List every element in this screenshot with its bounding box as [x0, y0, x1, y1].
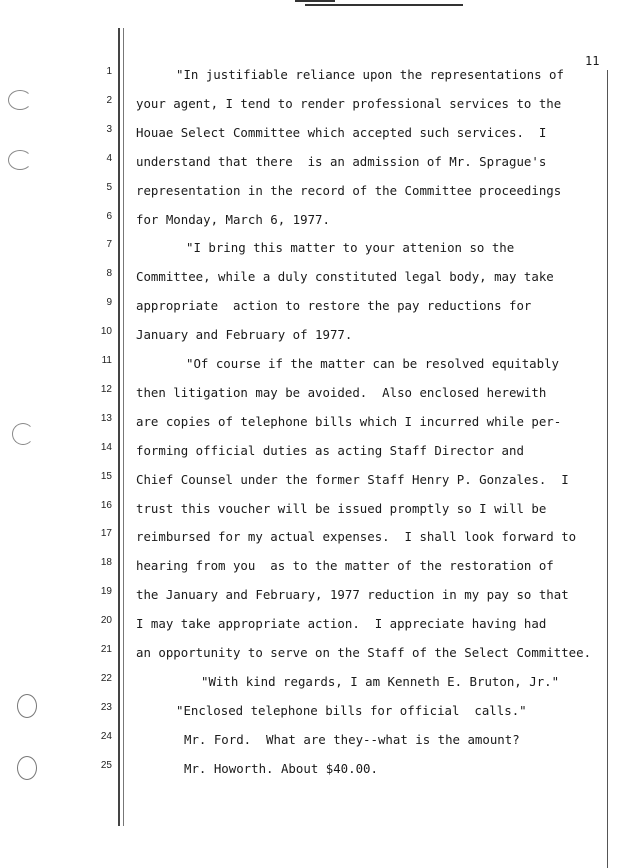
binder-hole-mark: [17, 756, 37, 780]
line-number: 1: [106, 66, 112, 77]
binder-hole-mark: [12, 423, 34, 445]
transcript-line: reimbursed for my actual expenses. I shall look forward to: [136, 529, 577, 545]
line-number: 22: [100, 672, 112, 684]
line-number: 4: [106, 152, 112, 164]
line-number: 18: [100, 557, 112, 569]
transcript-line: "In justifiable reliance upon the representations of: [176, 67, 564, 82]
transcript-line: the January and February, 1977 reduction in my pay so that: [136, 587, 569, 603]
transcript-line: Chief Counsel under the former Staff Henry P. Gonzales. I: [136, 471, 569, 487]
transcript-line: trust this voucher will be issued promptly so I will be: [136, 500, 547, 516]
line-number: 17: [100, 528, 112, 540]
top-edge-mark: [305, 0, 463, 6]
transcript-line: Committee, while a duly constituted legal body, may take: [136, 269, 554, 285]
transcript-line: Mr. Ford. What are they--what is the amount?: [184, 731, 520, 747]
transcript-line: Mr. Howorth. About $40.00.: [184, 760, 378, 776]
transcript-line: "With kind regards, I am Kenneth E. Bruton, Jr.": [201, 673, 560, 689]
line-number: 16: [100, 499, 112, 511]
line-number: 21: [100, 644, 112, 655]
transcript-line: "I bring this matter to your attenion so the: [186, 240, 515, 256]
right-margin-rule: [607, 70, 608, 868]
binder-hole-mark: [8, 150, 32, 170]
line-number: 6: [106, 210, 112, 222]
transcript-line: hearing from you as to the matter of the restoration of: [136, 558, 554, 574]
transcript-line: for Monday, March 6, 1977.: [136, 211, 330, 227]
left-margin-rule-inner: [123, 28, 124, 826]
line-number: 15: [100, 470, 112, 482]
transcript-line: then litigation may be avoided. Also enclosed herewith: [136, 384, 547, 400]
transcript-line: "Of course if the matter can be resolved equitably: [186, 356, 559, 371]
line-number: 3: [106, 123, 112, 135]
transcript-line: I may take appropriate action. I appreciate having had: [136, 616, 547, 632]
transcript-line: January and February of 1977.: [136, 327, 353, 343]
binder-hole-mark: [17, 694, 37, 718]
transcript-line: are copies of telephone bills which I incurred while per-: [136, 413, 562, 429]
binder-hole-mark: [8, 90, 32, 110]
transcript-line: representation in the record of the Committee proceedings: [136, 182, 562, 198]
transcript-line: forming official duties as acting Staff Director and: [136, 442, 524, 458]
line-number: 8: [106, 268, 112, 280]
line-number: 10: [100, 326, 112, 338]
line-number: 19: [100, 586, 112, 598]
line-number: 24: [100, 730, 112, 742]
transcript-line: "Enclosed telephone bills for official calls.": [176, 702, 527, 718]
line-number: 14: [100, 441, 112, 453]
line-number: 23: [100, 701, 112, 713]
line-number: 25: [100, 759, 112, 771]
line-number: 12: [100, 383, 112, 395]
transcript-line: an opportunity to serve on the Staff of the Select Committee.: [136, 645, 592, 660]
line-number: 5: [106, 181, 112, 193]
transcript-line: Houae Select Committee which accepted such services. I: [136, 124, 547, 140]
line-number: 11: [101, 355, 112, 366]
left-margin-rule: [118, 28, 120, 826]
line-number: 9: [106, 297, 112, 309]
line-number: 20: [100, 615, 112, 627]
transcript-line: understand that there is an admission of Mr. Sprague's: [136, 153, 547, 169]
transcript-line: appropriate action to restore the pay reductions for: [136, 298, 532, 314]
line-number: 2: [106, 94, 112, 106]
page-number: 11: [585, 54, 600, 68]
line-number: 7: [106, 239, 112, 251]
transcript-line: your agent, I tend to render professional services to the: [136, 95, 562, 111]
line-number: 13: [100, 412, 112, 424]
